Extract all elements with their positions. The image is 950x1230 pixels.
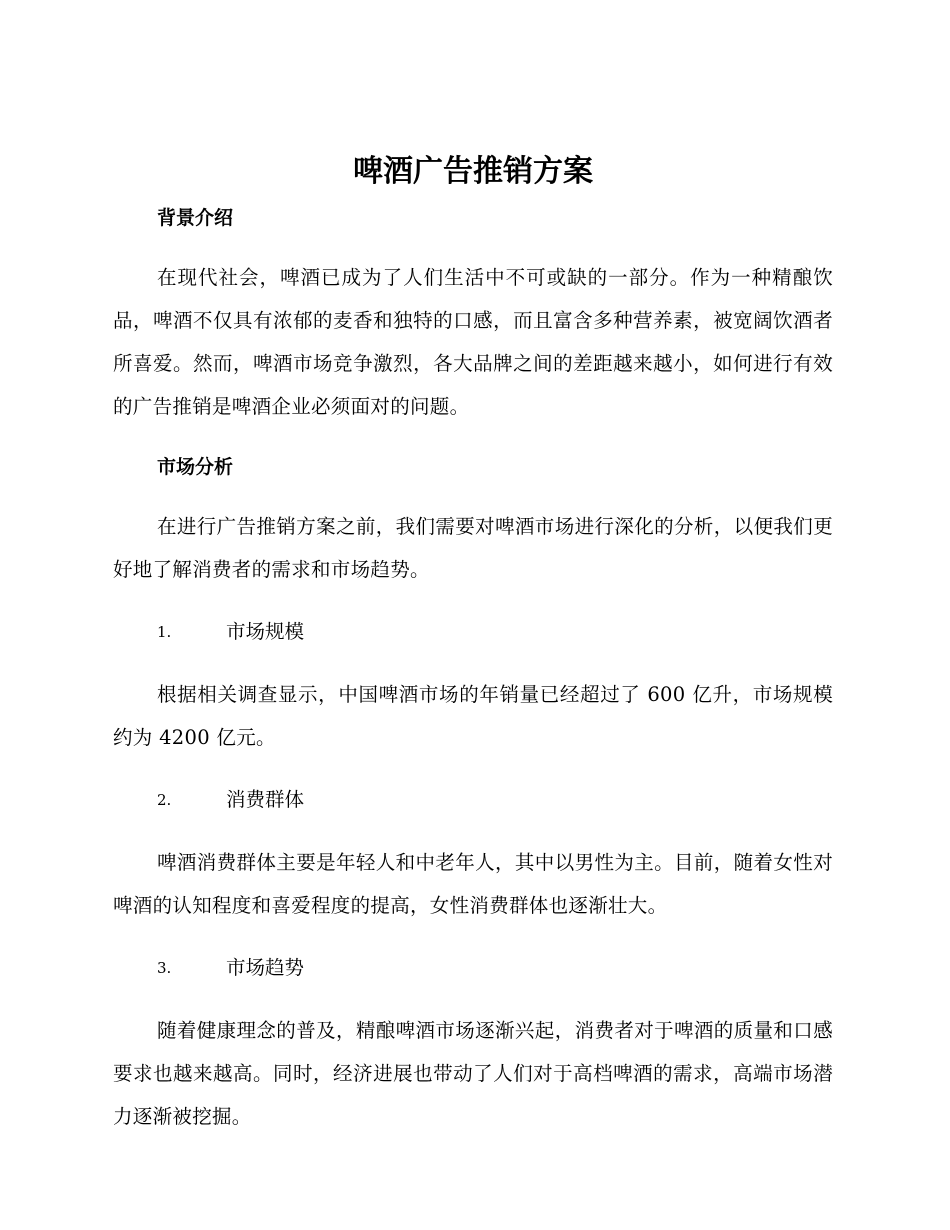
paragraph-consumer-group: 啤酒消费群体主要是年轻人和中老年人，其中以男性为主。目前，随着女性对啤酒的认知程度和喜爱程度的提高，女性消费群体也逐渐壮大。: [113, 851, 833, 917]
paragraph-background: 在现代社会，啤酒已成为了人们生活中不可或缺的一部分。作为一种精酿饮品，啤酒不仅具有浓郁的麦香和独特的口感，而且富含多种营养素，被宽阔饮酒者所喜爱。然而，啤酒市场竞争激烈，各大品牌之间的差距越来越小，如何进行有效的广告推销是啤酒企业必须面对的问题。: [113, 266, 833, 418]
document-title: 啤酒广告推销方案: [353, 154, 593, 189]
list-number: 1.: [157, 623, 172, 641]
list-number: 3.: [157, 959, 172, 977]
document-page: [113, 148, 833, 1138]
paragraph-market-trend: 随着健康理念的普及，精酿啤酒市场逐渐兴起，消费者对于啤酒的质量和口感要求也越来越高。同时，经济进展也带动了人们对于高档啤酒的需求，高端市场潜力逐渐被挖掘。: [113, 1019, 833, 1128]
list-label: 消费群体: [226, 788, 305, 811]
section-heading-market-analysis: 市场分析: [157, 456, 234, 478]
paragraph-market-analysis: 在进行广告推销方案之前，我们需要对啤酒市场进行深化的分析，以便我们更好地了解消费者的需求和市场趋势。: [113, 515, 833, 581]
list-item-consumer-group: [113, 783, 833, 817]
section-heading-background: 背景介绍: [157, 207, 234, 229]
paragraph-market-size: 根据相关调查显示，中国啤酒市场的年销量已经超过了 600 亿升，市场规模约为 4200 亿元。: [113, 683, 833, 749]
list-number: 2.: [157, 791, 172, 809]
list-label: 市场趋势: [226, 956, 305, 979]
list-item-market-trend: [113, 951, 833, 985]
list-label: 市场规模: [226, 620, 305, 643]
list-item-market-size: [113, 615, 833, 649]
